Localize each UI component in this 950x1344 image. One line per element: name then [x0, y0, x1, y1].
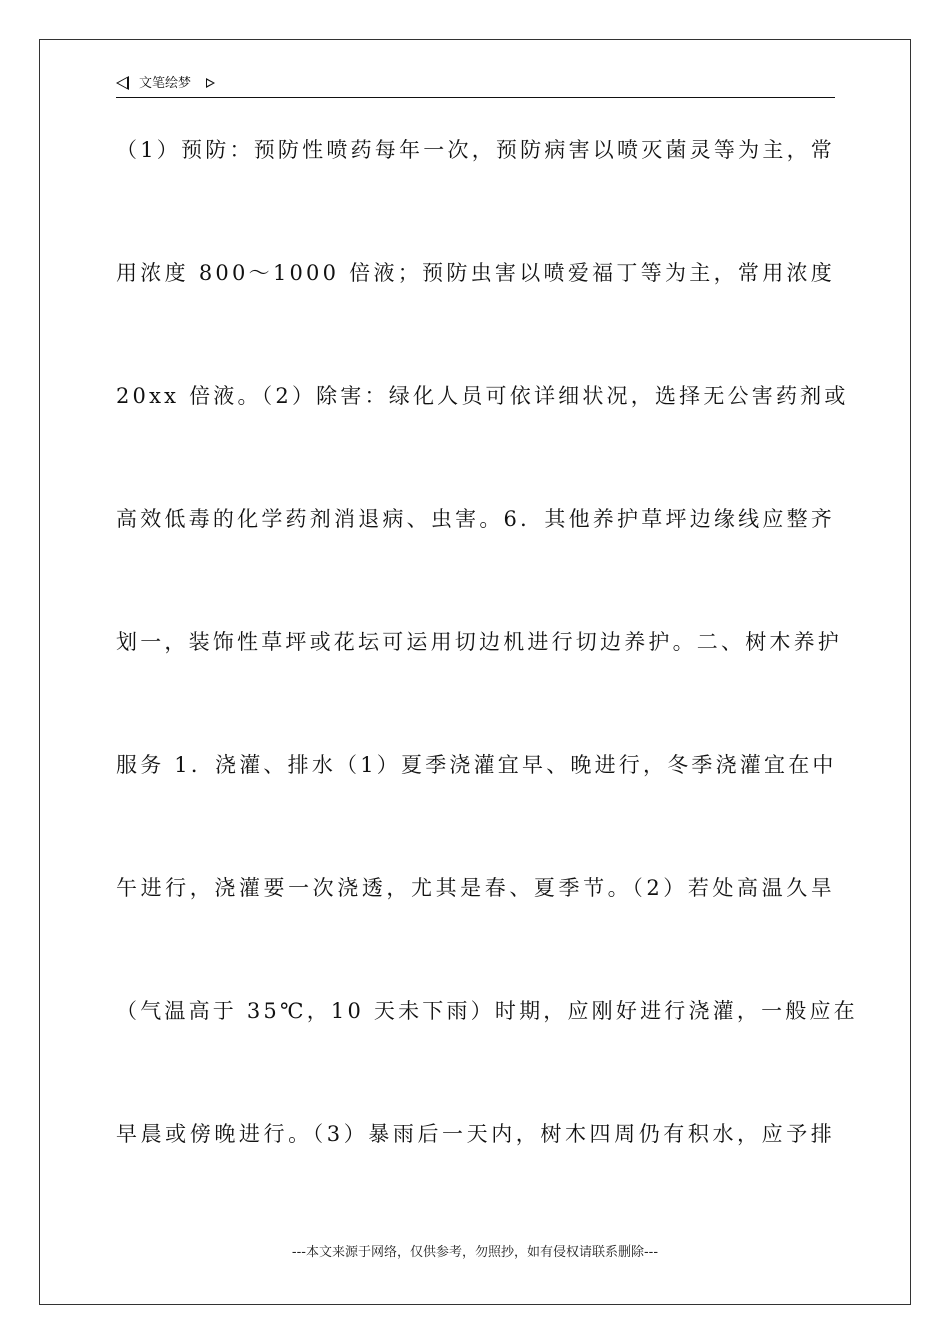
body-line: 20xx 倍液。（2）除害：绿化人员可依详细状况，选择无公害药剂或 [116, 384, 849, 408]
header-title: 文笔绘梦 [139, 76, 192, 91]
body-line: 午进行，浇灌要一次浇透，尤其是春、夏季节。（2）若处高温久旱 [116, 876, 835, 900]
triangle-right-outline-icon [206, 78, 215, 88]
body-line: 早晨或傍晚进行。（3）暴雨后一天内，树木四周仍有积水，应予排 [116, 1122, 835, 1146]
body-line: （气温高于 35℃，10 天未下雨）时期，应刚好进行浇灌，一般应在 [116, 999, 858, 1023]
body-line: 划一，装饰性草坪或花坛可运用切边机进行切边养护。二、树木养护 [116, 630, 842, 654]
body-line: （1）预防：预防性喷药每年一次，预防病害以喷灭菌灵等为主，常 [116, 138, 835, 162]
body-line: 用浓度 800～1000 倍液；预防虫害以喷爱福丁等为主，常用浓度 [116, 261, 835, 285]
document-body [116, 130, 858, 1237]
body-line: 高效低毒的化学药剂消退病、虫害。6．其他养护草坪边缘线应整齐 [116, 507, 835, 531]
document-header [116, 74, 835, 98]
triangle-left-outline-icon [116, 76, 129, 90]
footer-notice: ---本文来源于网络，仅供参考，勿照抄，如有侵权请联系删除--- [291, 1245, 659, 1260]
body-line: 服务 1．浇灌、排水（1）夏季浇灌宜早、晚进行，冬季浇灌宜在中 [116, 753, 837, 777]
